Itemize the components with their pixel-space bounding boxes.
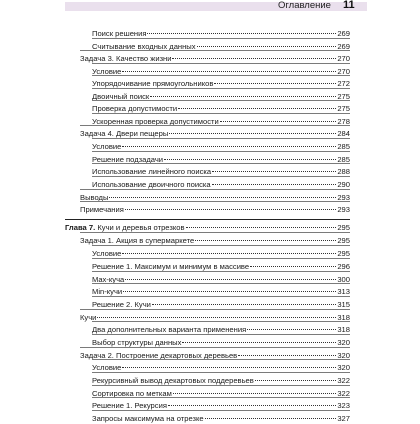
toc-entry-text: Использование линейного поиска	[92, 167, 212, 176]
toc-entry[interactable]	[92, 100, 350, 113]
toc-entry-text: Поиск решения	[92, 29, 147, 38]
toc-entry-page: 313	[337, 287, 350, 296]
toc-entry-text: Решение 1. Рекурсия	[92, 401, 167, 410]
dot-leader	[247, 329, 336, 330]
toc-entry-text: Задача 4. Двери пещеры	[80, 129, 169, 138]
toc-entry-text: Кучи	[80, 313, 97, 322]
running-title: Оглавление	[278, 0, 331, 11]
toc-entry-page: 320	[337, 338, 350, 347]
toc-entry-page: 322	[337, 376, 350, 385]
toc-entry[interactable]	[80, 125, 350, 138]
toc-entry-text: Считывание входных данных	[92, 42, 196, 51]
toc-entry-text: Задача 2. Построение декартовых деревьев	[80, 351, 238, 360]
toc-entry-page: 288	[337, 167, 350, 176]
page-number: 11	[343, 0, 355, 11]
toc-entry-text: Ускоренная проверка допустимости	[92, 117, 219, 126]
toc-entry-text: Сортировка по меткам	[92, 389, 172, 398]
toc-entry-text: Условие	[92, 67, 122, 76]
toc-entry[interactable]	[92, 138, 350, 151]
dot-leader	[197, 46, 337, 47]
dot-leader	[122, 253, 336, 254]
dot-leader	[122, 367, 336, 368]
dot-leader	[122, 71, 336, 72]
toc-entry-page: 295	[337, 249, 350, 258]
toc-entry-page: 269	[337, 29, 350, 38]
toc-entry-text: Двоичный поиск	[92, 92, 150, 101]
toc-entry-text: Кучи и деревья отрезков	[97, 223, 185, 232]
toc-entry-page: 293	[337, 205, 350, 214]
toc-entry-text: Упорядочивание прямоугольников	[92, 79, 214, 88]
toc-entry-page: 322	[337, 389, 350, 398]
toc-entry[interactable]	[92, 372, 350, 385]
toc-entry[interactable]	[92, 397, 350, 410]
toc-entry-page: 295	[337, 223, 350, 232]
toc-entry-page: 290	[337, 180, 350, 189]
toc-entry[interactable]	[92, 176, 350, 189]
dot-leader	[97, 317, 336, 318]
toc-entry[interactable]	[92, 26, 350, 38]
dot-leader	[123, 291, 336, 292]
toc-entry-text: Запросы максимума на отрезке	[92, 414, 204, 423]
toc-entry[interactable]	[92, 163, 350, 176]
toc-entry[interactable]	[92, 359, 350, 372]
toc-entry-page: 318	[337, 325, 350, 334]
toc-entry-page: 270	[337, 54, 350, 63]
toc-entry-text: Проверка допустимости	[92, 104, 178, 113]
toc-entry-page: 323	[337, 401, 350, 410]
toc-entry-text: Условие	[92, 142, 122, 151]
toc-entry[interactable]	[92, 283, 350, 296]
dot-leader	[178, 108, 336, 109]
toc-entry-text: Использование двоичного поиска	[92, 180, 211, 189]
toc-entry-page: 320	[337, 351, 350, 360]
toc-entry-page: 285	[337, 155, 350, 164]
toc-entry-page: 284	[337, 129, 350, 138]
toc-entry[interactable]	[92, 410, 350, 423]
toc-entry[interactable]	[92, 245, 350, 258]
toc-entry-text: Задача 1. Акция в супермаркете	[80, 236, 195, 245]
toc-entry[interactable]	[92, 296, 350, 309]
toc-entry-page: 293	[337, 193, 350, 202]
toc-entry[interactable]	[80, 201, 350, 214]
toc-entry-label	[92, 414, 204, 424]
dot-leader	[212, 171, 336, 172]
dot-leader	[212, 184, 337, 185]
dot-leader	[168, 405, 336, 406]
toc-entry-text: Условие	[92, 249, 122, 258]
toc-entry-text: Max-куча	[92, 275, 125, 284]
toc-entry[interactable]	[80, 232, 350, 245]
dot-leader	[169, 133, 336, 134]
chapter-entry[interactable]	[65, 219, 350, 232]
toc-entry-text: Решение 1. Максимум и минимум в массиве	[92, 262, 250, 271]
toc-entry[interactable]	[92, 321, 350, 334]
toc-entry[interactable]	[92, 75, 350, 88]
dot-leader	[238, 355, 336, 356]
toc-entry-page: 315	[337, 300, 350, 309]
toc-entry-page: 269	[337, 42, 350, 51]
toc-entry-text: Два дополнительных варианта применения	[92, 325, 247, 334]
toc-entry-text: Выводы	[80, 193, 109, 202]
toc-entry-page: 272	[337, 79, 350, 88]
toc-entry-page: 285	[337, 142, 350, 151]
toc-entry-text: Min-кучи	[92, 287, 123, 296]
dot-leader	[255, 380, 337, 381]
chapter-number: Глава 7.	[65, 223, 96, 232]
dot-leader	[164, 159, 336, 160]
dot-leader	[109, 197, 336, 198]
dot-leader	[214, 83, 336, 84]
dot-leader	[152, 304, 336, 305]
toc-entry-text: Примечания	[80, 205, 124, 214]
toc-entry-page: 327	[337, 414, 350, 423]
toc-entry[interactable]	[92, 258, 350, 271]
toc-entry-page: 275	[337, 92, 350, 101]
dot-leader	[205, 418, 337, 419]
toc-entry-text: Рекурсивный вывод декартовых поддеревьев	[92, 376, 254, 385]
toc-entry-page: 275	[337, 104, 350, 113]
dot-leader	[186, 227, 337, 228]
page-header	[0, 0, 420, 17]
dot-leader	[173, 393, 336, 394]
toc-entry[interactable]	[80, 50, 350, 63]
dot-leader	[122, 146, 336, 147]
toc-entry-text: Решение подзадачи	[92, 155, 164, 164]
toc-entry-page: 270	[337, 67, 350, 76]
toc-entry-page: 300	[337, 275, 350, 284]
dot-leader	[125, 279, 336, 280]
dot-leader	[195, 240, 336, 241]
toc-entry-text: Задача 3. Качество жизни	[80, 54, 172, 63]
toc-entry[interactable]	[92, 334, 350, 347]
toc-entry-text: Решение 2. Кучи	[92, 300, 151, 309]
dot-leader	[250, 266, 336, 267]
dot-leader	[220, 121, 337, 122]
toc-entry-page: 278	[337, 117, 350, 126]
toc-entry-page: 318	[337, 313, 350, 322]
toc-entry-page: 320	[337, 363, 350, 372]
toc-entry-text: Условие	[92, 363, 122, 372]
dot-leader	[125, 209, 336, 210]
dot-leader	[182, 342, 336, 343]
toc-entry-page: 295	[337, 236, 350, 245]
dot-leader	[147, 33, 336, 34]
dot-leader	[150, 96, 336, 97]
toc-entry-page: 296	[337, 262, 350, 271]
toc-entry-text: Выбор структуры данных	[92, 338, 182, 347]
toc-entry-label	[80, 205, 124, 215]
dot-leader	[172, 58, 336, 59]
